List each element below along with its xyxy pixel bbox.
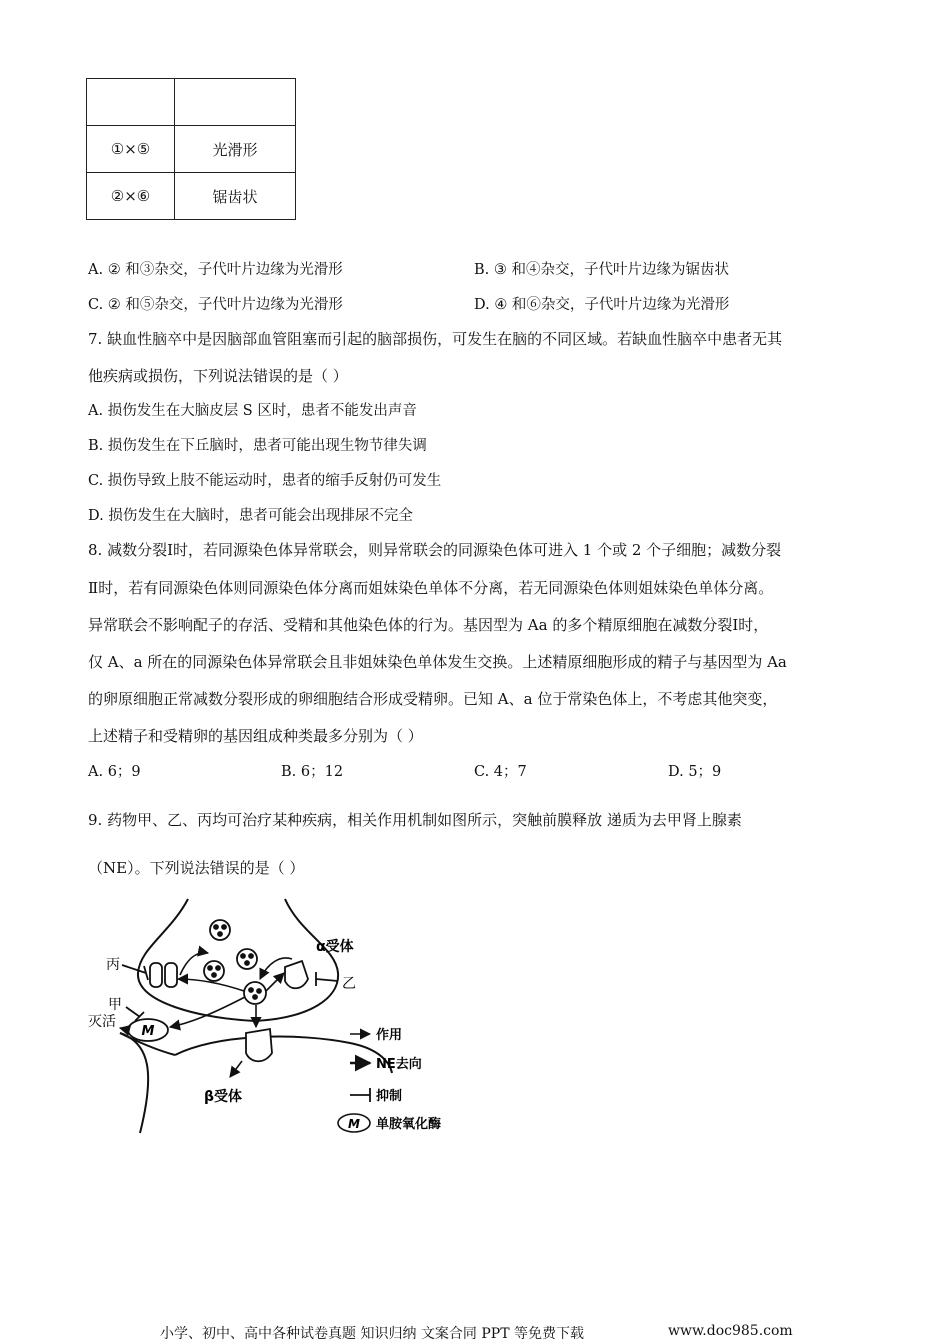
label-miehuo: 灭活 [88, 1014, 116, 1030]
q8-stem-line2: Ⅱ时，若有同源染色体则同源染色体分离而姐妹染色单体不分离，若无同源染色体则姐妹染色单体分离。 [88, 579, 774, 597]
footer-url[interactable]: www.doc985.com [668, 1323, 793, 1339]
q8-stem-line5: 的卵原细胞正常减数分裂形成的卵细胞结合形成受精卵。已知 A、a 位于常染色体上，不考虑其他突变， [88, 690, 778, 708]
presynaptic-membrane [138, 899, 338, 1021]
q7-option-b: B. 损伤发生在下丘脑时，患者可能出现生物节律失调 [88, 438, 427, 454]
q6-option-b: B. ③ 和④杂交，子代叶片边缘为锯齿状 [474, 262, 729, 278]
synapse-diagram [80, 893, 480, 1143]
legend-inhibit: 抑制 [376, 1089, 403, 1104]
q9-stem-line2: （NE）。下列说法错误的是（ ） [88, 859, 305, 877]
q8-stem-line4: 仅 A、a 所在的同源染色体异常联会且非姐妹染色单体发生交换。上述精原细胞形成的精子与基因型为 Aa [88, 653, 787, 671]
legend-ne-direction: NE去向 [376, 1057, 422, 1072]
q8-option-b: B. 6；12 [281, 764, 344, 780]
q6-option-a: A. ② 和③杂交，子代叶片边缘为光滑形 [88, 262, 343, 278]
table-cell-cross: ①×⑤ [87, 126, 175, 173]
mao-symbol: M [141, 1024, 155, 1039]
vesicle [210, 920, 230, 940]
q8-option-c: C. 4；7 [474, 764, 527, 780]
vesicle [204, 961, 224, 981]
label-alpha-receptor: α受体 [316, 939, 354, 955]
table-cell-result: 光滑形 [175, 126, 296, 173]
legend-action: 作用 [376, 1028, 403, 1043]
table-row [87, 126, 296, 173]
q8-stem-line6: 上述精子和受精卵的基因组成种类最多分别为（ ） [88, 727, 423, 745]
alpha-receptor [285, 961, 308, 988]
q8-option-d: D. 5；9 [668, 764, 722, 780]
transporter [165, 963, 177, 987]
table-row [87, 79, 296, 126]
footer-text: 小学、初中、高中各种试卷真题 知识归纳 文案合同 PPT 等免费下载 [160, 1326, 584, 1342]
legend-enzyme: 单胺氧化酶 [376, 1117, 442, 1132]
q6-option-c: C. ② 和⑤杂交，子代叶片边缘为光滑形 [88, 297, 343, 313]
q8-stem-line1: 8. 减数分裂Ⅰ时，若同源染色体异常联会，则异常联会的同源染色体可进入 1 个或 2 个子细胞；减数分裂 [88, 541, 782, 559]
beta-label-arrow [230, 1061, 242, 1077]
label-beta-receptor: β受体 [204, 1089, 243, 1105]
q7-option-d: D. 损伤发生在大脑时，患者可能会出现排尿不完全 [88, 508, 413, 524]
table-cell-result [175, 79, 296, 126]
legend-enzyme-symbol: M [348, 1117, 360, 1131]
q7-option-c: C. 损伤导致上肢不能运动时，患者的缩手反射仍可发生 [88, 473, 442, 489]
ne-to-alpha-arrow [266, 973, 284, 991]
q7-option-a: A. 损伤发生在大脑皮层 S 区时，患者不能发出声音 [88, 403, 417, 419]
transporter [150, 963, 162, 987]
inhibit-bing [122, 965, 148, 980]
inhibit-yi [316, 972, 338, 986]
vesicle [237, 949, 257, 969]
cross-table [86, 78, 296, 220]
q8-option-a: A. 6；9 [88, 764, 141, 780]
vesicle-releasing [244, 982, 266, 1004]
ne-to-mao-arrow [170, 997, 245, 1027]
q8-stem-line3: 异常联会不影响配子的存活、受精和其他染色体的行为。基因型为 Aa 的多个精原细胞在减数分裂Ⅰ时， [88, 616, 769, 634]
table-cell-result: 锯齿状 [175, 173, 296, 220]
q9-stem-line1: 9. 药物甲、乙、丙均可治疗某种疾病，相关作用机制如图所示，突触前膜释放 递质为去甲肾上腺素 [88, 811, 742, 829]
q6-option-d: D. ④ 和⑥杂交，子代叶片边缘为光滑形 [474, 297, 730, 313]
table-cell-cross: ②×⑥ [87, 173, 175, 220]
beta-receptor [246, 1029, 272, 1061]
table-cell-cross [87, 79, 175, 126]
q7-stem-line2: 他疾病或损伤，下列说法错误的是（ ） [88, 367, 348, 385]
label-bing: 丙 [106, 957, 120, 973]
postsynaptic-membrane [120, 1033, 148, 1133]
q7-stem-line1: 7. 缺血性脑卒中是因脑部血管阻塞而引起的脑部损伤，可发生在脑的不同区域。若缺血性脑卒中患者无其 [88, 330, 783, 348]
label-jia: 甲 [108, 997, 122, 1013]
postsynaptic-membrane-right [175, 1037, 392, 1073]
label-yi: 乙 [342, 976, 356, 992]
table-row [87, 173, 296, 220]
mao-inactivate-arrow [120, 1028, 128, 1030]
